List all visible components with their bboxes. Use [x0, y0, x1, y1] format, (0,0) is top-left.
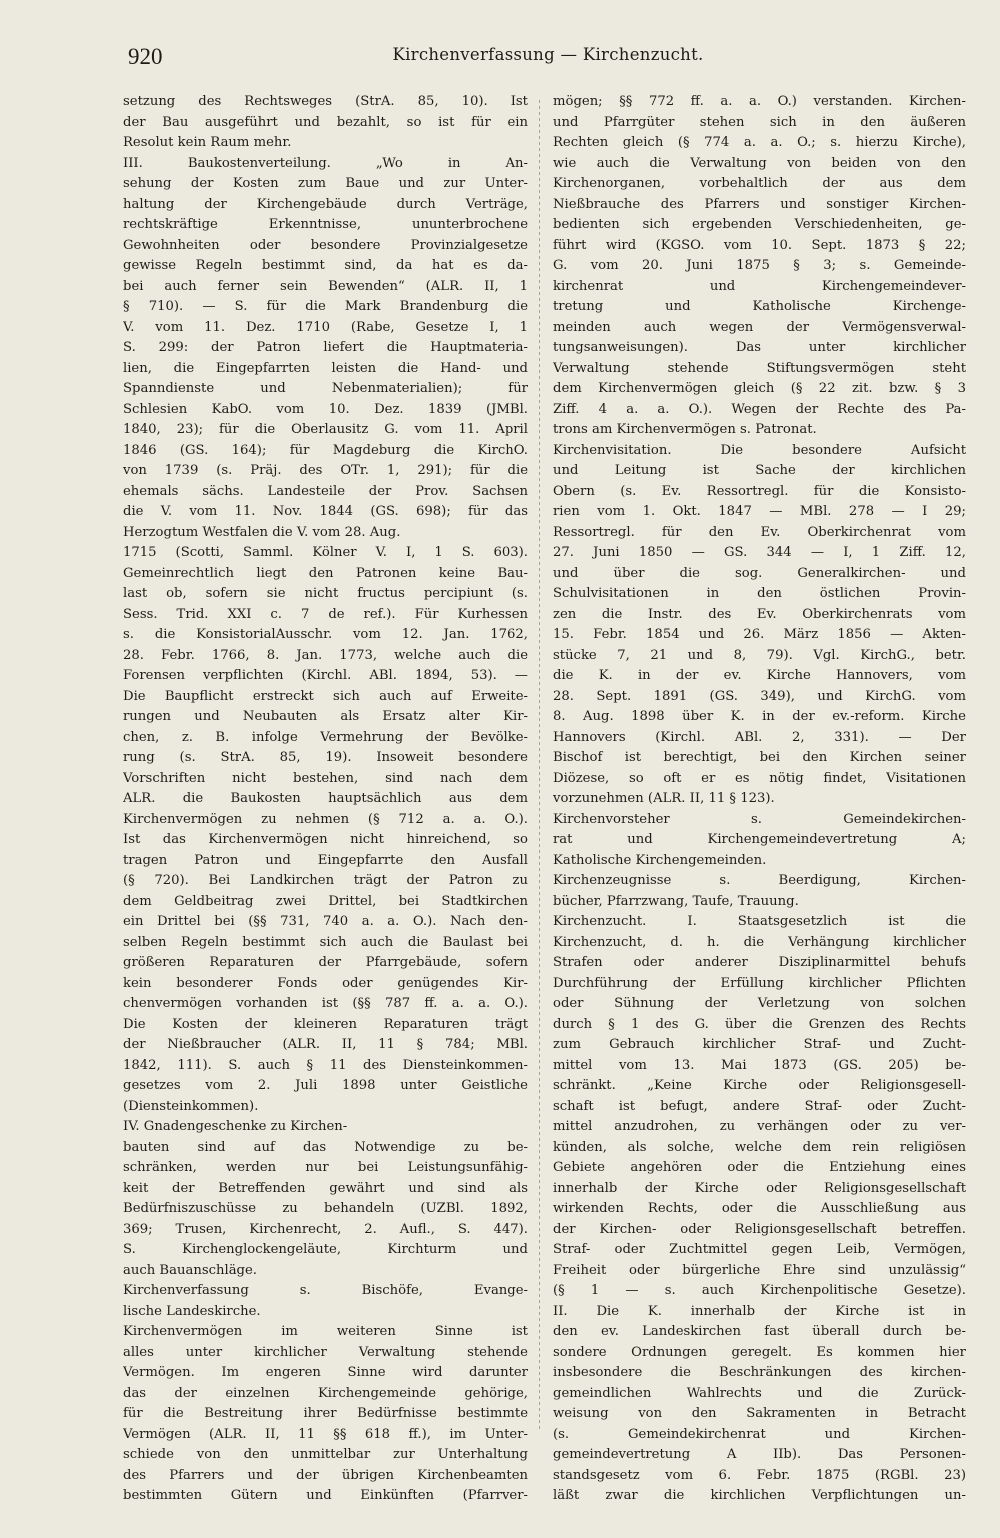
text-line: Sess. Trid. XXI c. 7 de ref.). Für Kurhessen: [123, 606, 528, 622]
text-line: gemeindevertretung A IIb). Das Personen-: [553, 1447, 966, 1462]
text-line: Verwaltung stehende Stiftungsvermögen steht: [553, 360, 966, 376]
text-line: 1846 (GS. 164); für Magdeburg die KirchO.: [123, 442, 528, 458]
text-line: dem Kirchenvermögen gleich (§ 22 zit. bzw. § 3: [553, 381, 966, 396]
text-line: oder Sühnung der Verletzung von solchen: [553, 996, 966, 1011]
text-line: Gebiete angehören oder die Entziehung eines: [553, 1160, 966, 1175]
text-line: setzung des Rechtsweges (StrA. 85, 10). Ist: [123, 94, 528, 109]
text-line: Vermögen (ALR. II, 11 §§ 618 ff.), im Unter-: [123, 1426, 528, 1442]
text-line: bücher, Pfarrzwang, Taufe, Trauung.: [553, 893, 799, 909]
column-divider: [539, 100, 540, 1430]
text-line: G. vom 20. Juni 1875 § 3; s. Gemeinde-: [553, 258, 966, 273]
text-line: Kirchenvermögen zu nehmen (§ 712 a. a. O.).: [123, 811, 528, 827]
text-line: rat und Kirchengemeindevertretung A;: [553, 832, 966, 847]
text-line: schiede von den unmittelbar zur Unterhaltung: [123, 1447, 528, 1462]
text-line: Strafen oder anderer Disziplinarmittel behufs: [553, 955, 966, 970]
text-line: schränken, werden nur bei Leistungsunfähig-: [123, 1160, 528, 1175]
text-line: mittel vom 13. Mai 1873 (GS. 205) be-: [553, 1057, 966, 1073]
text-line: III. Baukostenverteilung. „Wo in An-: [123, 155, 528, 171]
text-line: S. 299: der Patron liefert die Hauptmateria-: [123, 340, 528, 355]
text-line: selben Regeln bestimmt sich auch die Baulast bei: [123, 934, 528, 950]
text-line: sondere Ordnungen geregelt. Es kommen hier: [553, 1344, 966, 1360]
text-line: bei auch ferner sein Bewenden“ (ALR. II, 1: [123, 278, 528, 294]
text-line: größeren Reparaturen der Pfarrgebäude, sofern: [123, 955, 528, 970]
text-line: auch Bauanschläge.: [123, 1262, 257, 1278]
text-line: Ziff. 4 a. a. O.). Wegen der Rechte des Pa-: [553, 401, 966, 417]
text-line: Kirchenzucht. I. Staatsgesetzlich ist die: [553, 914, 966, 929]
text-line: Forensen verpflichten (Kirchl. ABl. 1894, 53). —: [123, 668, 528, 683]
text-line: 1840, 23); für die Oberlausitz G. vom 11. April: [123, 422, 528, 437]
text-line: 28. Sept. 1891 (GS. 349), und KirchG. vom: [553, 688, 966, 704]
text-line: Rechten gleich (§ 774 a. a. O.; s. hierzu Kirche),: [553, 135, 966, 150]
text-line: 27. Juni 1850 — GS. 344 — I, 1 Ziff. 12,: [553, 545, 966, 560]
text-line: (s. Gemeindekirchenrat und Kirchen-: [553, 1426, 966, 1442]
text-line: Kirchenzeugnisse s. Beerdigung, Kirchen-: [553, 873, 966, 888]
text-line: zen die Instr. des Ev. Oberkirchenrats vom: [553, 606, 966, 622]
text-line: die K. in der ev. Kirche Hannovers, vom: [553, 668, 966, 683]
text-line: die V. vom 11. Nov. 1844 (GS. 698); für das: [123, 504, 528, 519]
text-line: Kirchenverfassung s. Bischöfe, Evange-: [123, 1283, 528, 1298]
text-line: S. Kirchenglockengeläute, Kirchturm und: [123, 1242, 528, 1257]
text-line: Hannovers (Kirchl. ABl. 2, 331). — Der: [553, 729, 966, 745]
text-line: der Nießbraucher (ALR. II, 11 § 784; MBl.: [123, 1037, 528, 1052]
text-line: das der einzelnen Kirchengemeinde gehörige,: [123, 1385, 528, 1401]
running-title: Kirchenverfassung — Kirchenzucht.: [392, 45, 704, 64]
text-line: tretung und Katholische Kirchenge-: [553, 299, 966, 314]
text-line: 369; Trusen, Kirchenrecht, 2. Aufl., S. 447).: [123, 1221, 528, 1237]
text-line: Kirchenzucht, d. h. die Verhängung kirchlicher: [553, 934, 966, 950]
left-text-column: [123, 92, 528, 1507]
text-line: bauten sind auf das Notwendige zu be-: [123, 1139, 528, 1155]
text-line: lische Landeskirche.: [123, 1303, 261, 1319]
text-line: Diözese, so oft er es nötig findet, Visitationen: [553, 770, 966, 786]
text-line: rungen und Neubauten als Ersatz alter Kir-: [123, 709, 528, 724]
text-line: weisung von den Sakramenten in Betracht: [553, 1406, 966, 1421]
text-line: und Pfarrgüter stehen sich in den äußeren: [553, 114, 966, 130]
text-line: haltung der Kirchengebäude durch Verträge,: [123, 196, 528, 212]
text-line: wirkenden Rechts, oder die Ausschließung aus: [553, 1201, 966, 1216]
text-line: 1715 (Scotti, Samml. Kölner V. I, 1 S. 603).: [123, 545, 528, 560]
text-line: bedienten sich ergebenden Verschiedenheiten, ge-: [553, 217, 966, 232]
text-line: Bischof ist berechtigt, bei den Kirchen seiner: [553, 750, 966, 765]
page-number: 920: [128, 44, 163, 69]
text-line: § 710). — S. für die Mark Brandenburg die: [123, 299, 528, 314]
text-line: der Bau ausgeführt und bezahlt, so ist für ein: [123, 114, 528, 130]
text-line: durch § 1 des G. über die Grenzen des Rechts: [553, 1016, 966, 1032]
text-line: läßt zwar die kirchlichen Verpflichtungen un-: [553, 1488, 966, 1503]
text-line: ein Drittel bei (§§ 731, 740 a. a. O.). Nach den-: [123, 914, 528, 929]
text-line: trons am Kirchenvermögen s. Patronat.: [553, 422, 817, 437]
text-line: wie auch die Verwaltung von beiden von den: [553, 155, 966, 171]
text-line: Gewohnheiten oder besondere Provinzialgesetze: [123, 237, 528, 253]
text-line: Resolut kein Raum mehr.: [123, 135, 292, 150]
text-line: Katholische Kirchengemeinden.: [553, 852, 767, 868]
text-line: rien vom 1. Okt. 1847 — MBl. 278 — I 29;: [553, 504, 966, 519]
text-line: Vorschriften nicht bestehen, sind nach dem: [123, 770, 528, 786]
text-line: schränkt. „Keine Kirche oder Religionsgesell-: [553, 1078, 966, 1093]
text-line: der Kirchen- oder Religionsgesellschaft betreffen.: [553, 1221, 966, 1237]
text-line: des Pfarrers und der übrigen Kirchenbeamten: [123, 1467, 528, 1483]
text-line: Vermögen. Im engeren Sinne wird darunter: [123, 1365, 528, 1380]
text-line: gesetzes vom 2. Juli 1898 unter Geistliche: [123, 1078, 528, 1093]
text-line: lien, die Eingepfarrten leisten die Hand- und: [123, 360, 528, 376]
text-line: Schulvisitationen in den östlichen Provin-: [553, 586, 966, 601]
text-line: chenvermögen vorhanden ist (§§ 787 ff. a. a. O.).: [123, 996, 528, 1011]
text-line: chen, z. B. infolge Vermehrung der Bevölke-: [123, 729, 528, 745]
text-line: für die Bestreitung ihrer Bedürfnisse bestimmte: [123, 1406, 528, 1421]
text-line: (§ 720). Bei Landkirchen trägt der Patron zu: [123, 873, 528, 888]
text-line: gemeindlichen Wahlrechts und die Zurück-: [553, 1385, 966, 1401]
text-line: und Leitung ist Sache der kirchlichen: [553, 463, 966, 478]
text-line: Nießbrauche des Pfarrers und sonstiger Kirchen-: [553, 196, 966, 212]
text-line: dem Geldbeitrag zwei Drittel, bei Stadtkirchen: [123, 893, 528, 909]
text-line: Bedürfniszuschüsse zu behandeln (UZBl. 1892,: [123, 1201, 528, 1216]
text-line: rechtskräftige Erkenntnisse, ununterbrochene: [123, 217, 528, 232]
text-line: V. vom 11. Dez. 1710 (Rabe, Gesetze I, 1: [123, 319, 528, 335]
text-line: tungsanweisungen). Das unter kirchlicher: [553, 340, 966, 355]
text-line: zum Gebrauch kirchlicher Straf- und Zucht-: [553, 1037, 966, 1052]
text-line: 28. Febr. 1766, 8. Jan. 1773, welche auch die: [123, 647, 528, 663]
text-line: (§ 1 — s. auch Kirchenpolitische Gesetze).: [553, 1283, 966, 1298]
text-line: Kirchenvorsteher s. Gemeindekirchen-: [553, 811, 966, 827]
text-line: Kirchenvisitation. Die besondere Aufsicht: [553, 442, 966, 458]
text-line: ehemals sächs. Landesteile der Prov. Sachsen: [123, 483, 528, 499]
text-line: vorzunehmen (ALR. II, 11 § 123).: [553, 791, 775, 806]
text-line: gewisse Regeln bestimmt sind, da hat es da-: [123, 258, 528, 273]
text-line: Durchführung der Erfüllung kirchlicher Pflichten: [553, 975, 966, 991]
text-line: von 1739 (s. Präj. des OTr. 1, 291); für die: [123, 463, 528, 478]
text-line: Die Baupflicht erstreckt sich auch auf Erweite-: [123, 688, 528, 704]
text-line: (Diensteinkommen).: [123, 1098, 259, 1114]
right-text-column: [553, 92, 966, 1507]
text-line: last ob, sofern sie nicht fructus percipiunt (s.: [123, 586, 528, 601]
text-line: innerhalb der Kirche oder Religionsgesellschaft: [553, 1180, 966, 1196]
text-line: schaft ist befugt, andere Straf- oder Zucht-: [553, 1098, 966, 1114]
text-line: IV. Gnadengeschenke zu Kirchen-: [123, 1119, 348, 1134]
text-line: sehung der Kosten zum Baue und zur Unter-: [123, 176, 528, 191]
text-line: Gemeinrechtlich liegt den Patronen keine Bau-: [123, 565, 528, 581]
text-line: und über die sog. Generalkirchen- und: [553, 565, 966, 581]
text-line: Obern (s. Ev. Ressortregl. für die Konsisto-: [553, 483, 966, 499]
text-line: II. Die K. innerhalb der Kirche ist in: [553, 1303, 966, 1319]
text-line: Ressortregl. für den Ev. Oberkirchenrat vom: [553, 524, 966, 540]
text-line: s. die KonsistorialAusschr. vom 12. Jan. 1762,: [123, 627, 528, 642]
text-line: Ist das Kirchenvermögen nicht hinreichend, so: [123, 832, 528, 847]
text-line: Kirchenorganen, vorbehaltlich der aus dem: [553, 176, 966, 191]
text-line: künden, als solche, welche dem rein religiösen: [553, 1139, 966, 1155]
text-line: standsgesetz vom 6. Febr. 1875 (RGBl. 23): [553, 1467, 966, 1483]
text-line: führt wird (KGSO. vom 10. Sept. 1873 § 22;: [553, 237, 966, 253]
text-line: insbesondere die Beschränkungen des kirchen-: [553, 1365, 966, 1380]
text-line: den ev. Landeskirchen fast überall durch be-: [553, 1324, 966, 1339]
text-line: mögen; §§ 772 ff. a. a. O.) verstanden. Kirchen-: [553, 94, 966, 109]
text-line: 15. Febr. 1854 und 26. März 1856 — Akten-: [553, 627, 966, 642]
text-line: 8. Aug. 1898 über K. in der ev.-reform. Kirche: [553, 709, 966, 724]
text-line: stücke 7, 21 und 8, 79). Vgl. KirchG., betr.: [553, 647, 966, 663]
text-line: 1842, 111). S. auch § 11 des Diensteinkommen-: [123, 1057, 528, 1073]
text-line: kein besonderer Fonds oder genügendes Kir-: [123, 975, 528, 991]
text-line: bestimmten Gütern und Einkünften (Pfarrver-: [123, 1488, 528, 1503]
text-line: Straf- oder Zuchtmittel gegen Leib, Vermögen,: [553, 1242, 966, 1257]
text-line: Freiheit oder bürgerliche Ehre sind unzulässig“: [553, 1262, 966, 1278]
text-line: meinden auch wegen der Vermögensverwal-: [553, 319, 966, 335]
text-line: mittel anzudrohen, zu verhängen oder zu ver-: [553, 1119, 966, 1134]
text-line: alles unter kirchlicher Verwaltung stehende: [123, 1344, 528, 1360]
text-line: tragen Patron und Eingepfarrte den Ausfall: [123, 852, 528, 868]
text-line: Herzogtum Westfalen die V. vom 28. Aug.: [123, 524, 401, 540]
text-line: Die Kosten der kleineren Reparaturen trägt: [123, 1016, 528, 1032]
text-line: rung (s. StrA. 85, 19). Insoweit besondere: [123, 750, 528, 765]
text-line: Spanndienste und Nebenmaterialien); für: [123, 381, 528, 396]
text-line: keit der Betreffenden gewährt und sind als: [123, 1180, 528, 1196]
page-header: [128, 44, 968, 78]
text-line: Schlesien KabO. vom 10. Dez. 1839 (JMBl.: [123, 401, 528, 417]
text-line: Kirchenvermögen im weiteren Sinne ist: [123, 1324, 528, 1339]
text-line: kirchenrat und Kirchengemeindever-: [553, 278, 966, 294]
text-line: ALR. die Baukosten hauptsächlich aus dem: [123, 791, 528, 806]
